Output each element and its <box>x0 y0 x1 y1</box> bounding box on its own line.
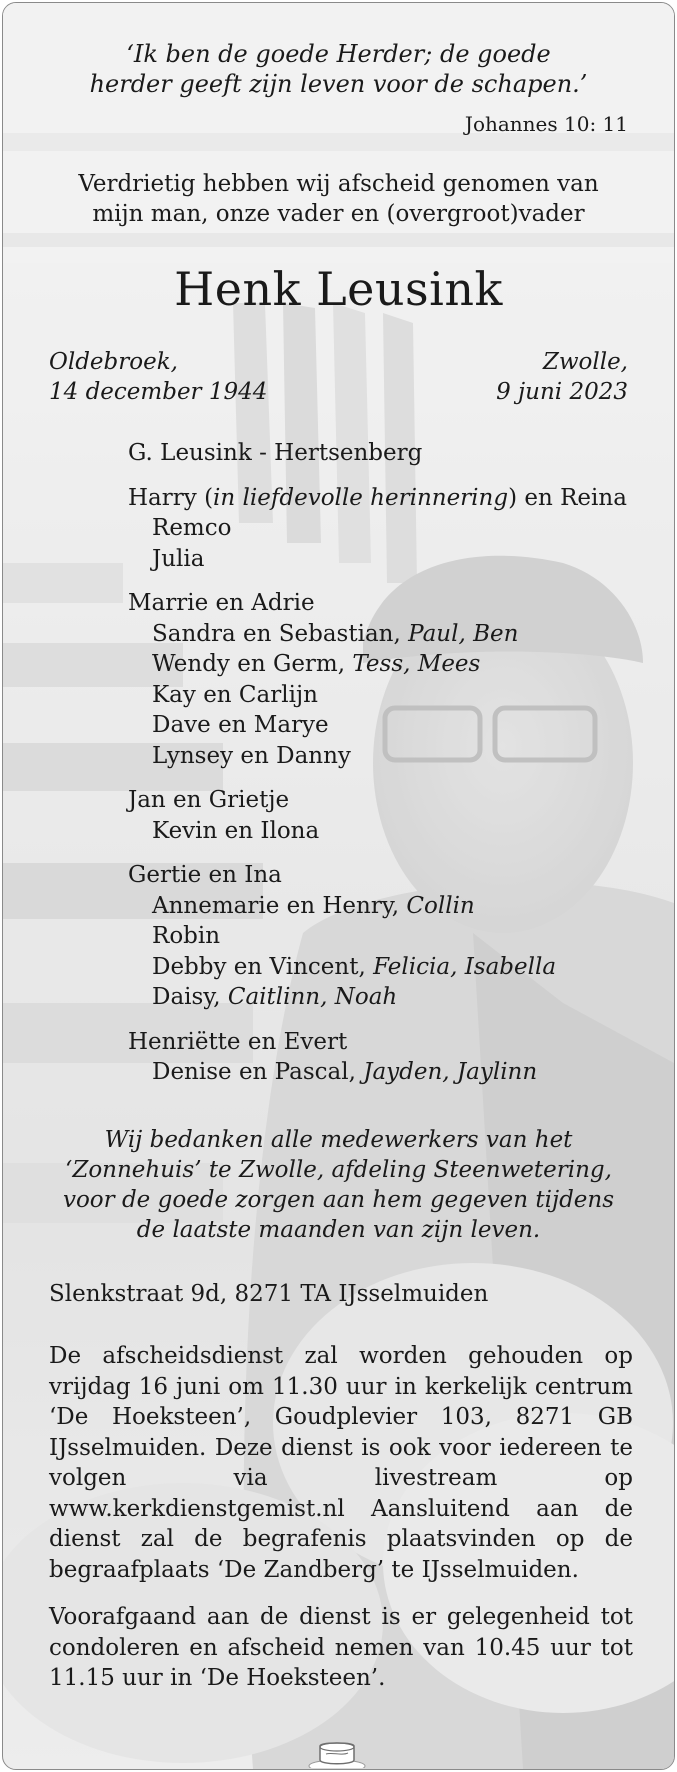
address: Slenkstraat 9d, 8271 TA IJsselmuiden <box>49 1281 489 1307</box>
family-harry-post: ) en Reina <box>508 484 627 511</box>
thanks-line-4: de laatste maanden van zijn leven. <box>136 1217 541 1243</box>
bible-reference: Johannes 10: 11 <box>464 112 628 136</box>
great-grandchildren: Paul, Ben <box>408 620 519 647</box>
family-group-harry <box>128 483 627 575</box>
thanks-line-3: voor de goede zorgen aan hem gegeven tijdens <box>62 1187 615 1213</box>
grandchild-row <box>128 649 627 680</box>
family-group-henriette <box>128 1027 627 1088</box>
grandchild-row <box>128 982 627 1013</box>
quote-line-2: herder geeft zijn leven voor de schapen.’ <box>89 70 588 98</box>
grandchild: Wendy en Germ, <box>152 651 353 677</box>
grandchild: Denise en Pascal, <box>152 1059 364 1085</box>
grandchild: Robin <box>152 923 221 949</box>
condolence-info: Voorafgaand aan de dienst is er gelegenheid tot condoleren en afscheid nemen van 10.45 uur tot 11.15 uur in ‘De Hoeksteen’. <box>49 1604 633 1691</box>
obituary-card <box>2 2 675 1770</box>
great-grandchildren: Jayden, Jaylinn <box>363 1059 538 1085</box>
service-info: De afscheidsdienst zal worden gehouden op vrijdag 16 juni om 11.30 uur in kerkelijk centrum ‘De Hoeksteen’, Goudplevier 103, 8271 GB IJsselmuiden. Deze dienst is ook voor iedereen te volgen via livestream op www.kerkdienstgemist.nl Aansluitend aan de dienst zal de begrafenis plaatsvinden op de begraafplaats ‘De Zandberg’ te IJsselmuiden. <box>49 1343 633 1583</box>
birth-date: 14 december 1944 <box>49 379 268 405</box>
birth-place: Oldebroek, <box>49 349 178 375</box>
grandchild: Kay en Carlijn <box>152 681 318 708</box>
family-jan: Jan en Grietje <box>128 787 290 813</box>
great-grandchildren: Tess, Mees <box>352 651 481 677</box>
grandchild: Annemarie en Henry, <box>152 892 407 919</box>
family-group-marrie <box>128 588 627 771</box>
grandchild: Julia <box>152 545 205 572</box>
grandchild: Remco <box>152 515 232 541</box>
great-grandchildren: Caitlinn, Noah <box>227 984 398 1010</box>
thanks-line-2: ‘Zonnehuis’ te Zwolle, afdeling Steenwetering, <box>65 1157 612 1183</box>
grandchild-row <box>128 741 627 772</box>
grandchild-row <box>128 891 627 922</box>
grandchild: Sandra en Sebastian, <box>152 620 409 647</box>
family-group-jan <box>128 785 627 846</box>
family-gertie: Gertie en Ina <box>128 862 282 888</box>
deceased-name: Henk Leusink <box>174 262 503 316</box>
family-harry-note: in liefdevolle herinnering <box>213 484 509 511</box>
death-place: Zwolle, <box>542 349 628 375</box>
grandchild: Dave en Marye <box>152 712 329 738</box>
grandchild-row <box>128 1057 627 1088</box>
grandchild: Kevin en Ilona <box>152 817 320 844</box>
thanks-line-1: Wij bedanken alle medewerkers van het <box>104 1127 573 1153</box>
quote-line-1: ‘Ik ben de goede Herder; de goede <box>126 40 551 68</box>
grandchild-row <box>128 921 627 952</box>
great-grandchildren: Felicia, Isabella <box>373 953 557 980</box>
family-list <box>128 438 627 1088</box>
grandchild: Daisy, <box>152 984 228 1010</box>
grandchild-row <box>128 952 627 983</box>
grandchild: Lynsey en Danny <box>152 742 351 769</box>
family-henriette: Henriëtte en Evert <box>128 1028 348 1055</box>
publisher-logo-icon <box>308 1740 366 1768</box>
grandchild-row <box>128 710 627 741</box>
spouse: G. Leusink - Hertsenberg <box>128 440 423 466</box>
family-harry-pre: Harry ( <box>128 484 214 511</box>
family-group-gertie <box>128 860 627 1013</box>
family-marrie: Marrie en Adrie <box>128 590 315 616</box>
great-grandchildren: Collin <box>406 892 475 919</box>
grandchild-row <box>128 680 627 711</box>
intro-line-1: Verdrietig hebben wij afscheid genomen van <box>78 171 599 197</box>
grandchild-row <box>128 619 627 650</box>
intro-line-2: mijn man, onze vader en (overgroot)vader <box>92 201 585 227</box>
death-date: 9 juni 2023 <box>496 379 628 405</box>
grandchild: Debby en Vincent, <box>152 953 374 980</box>
